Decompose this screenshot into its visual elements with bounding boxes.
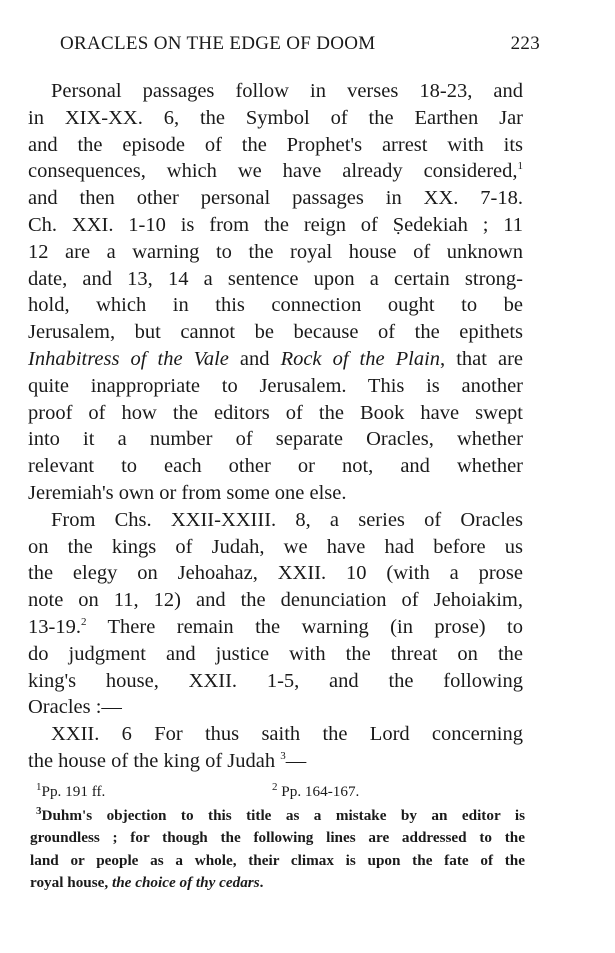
text-span: , that are: [440, 347, 524, 370]
text-span: —: [285, 749, 307, 772]
footnote-mark: 1: [36, 780, 42, 793]
footnote-text: royal house,: [30, 873, 112, 891]
footnote-ref: 2: [80, 616, 87, 629]
text-line: relevant to each other or not, and whether: [28, 455, 523, 478]
text-line: hold, which in this connection ought to be: [28, 294, 523, 317]
text-line: the elegy on Jehoahaz, XXII. 10 (with a prose: [28, 562, 523, 585]
text-line: do judgment and justice with the threat on the: [28, 642, 523, 665]
page-number: 223: [510, 33, 540, 54]
text-line: and the episode of the Prophet's arrest with its: [28, 133, 523, 156]
text-line: [28, 614, 523, 641]
text-span: the house of the king of Judah: [28, 749, 276, 772]
text-line: Jeremiah's own or from some one else.: [28, 481, 347, 504]
body-text: [28, 78, 523, 775]
text-line: on the kings of Judah, we have had before us: [28, 535, 523, 558]
italic-epithet: Rock of the Plain: [280, 347, 441, 370]
text-line: quite inappropriate to Jerusalem. This is another: [28, 374, 523, 397]
text-line: [28, 158, 523, 185]
text-line: Personal passages follow in verses 18-23, and: [51, 80, 523, 102]
italic-epithet: Inhabitress of the Vale: [28, 347, 229, 370]
footnote-line: [30, 872, 525, 894]
text-line: Jerusalem, but cannot be because of the epithets: [28, 321, 523, 344]
running-header: [60, 33, 540, 55]
footnotes-short: [36, 780, 516, 801]
footnote-1: [36, 780, 106, 800]
text-span: 13-19.: [28, 615, 81, 638]
footnote-line: groundless ; for though the following lines are addressed to the: [30, 829, 525, 847]
text-line: 12 are a warning to the royal house of unknown: [28, 240, 523, 263]
text-line: proof of how the editors of the Book have swept: [28, 401, 523, 424]
text-line: king's house, XXII. 1-5, and the following: [28, 669, 523, 692]
footnote-3: [30, 805, 525, 894]
footnote-mark: 2: [272, 780, 278, 793]
footnote-text: Pp. 191 ff.: [41, 783, 106, 800]
text-span: and: [228, 347, 281, 370]
text-span: There remain the warning (in prose) to: [86, 615, 523, 638]
footnote-line: land or people as a whole, their climax is upon the fate of the: [30, 851, 525, 869]
footnote-mark: 3: [36, 804, 42, 817]
text-span: consequences, which we have already considered,: [28, 160, 518, 183]
text-line: Oracles :—: [28, 696, 122, 719]
text-line: into it a number of separate Oracles, whether: [28, 428, 523, 451]
text-line: in XIX-XX. 6, the Symbol of the Earthen Jar: [28, 106, 523, 129]
footnote-text: Duhm's objection to this title as a mistake by an editor is: [41, 807, 525, 824]
footnote-2: [272, 780, 360, 801]
text-line: [28, 346, 523, 373]
italic-quote: the choice of thy cedars: [112, 873, 260, 891]
text-line: date, and 13, 14 a sentence upon a certain strong-: [28, 267, 523, 290]
footnote-ref: 1: [517, 160, 523, 173]
text-line: [28, 748, 523, 775]
text-line: note on 11, 12) and the denunciation of Jehoiakim,: [28, 589, 523, 612]
text-line: From Chs. XXII-XXIII. 8, a series of Oracles: [51, 508, 523, 531]
text-line: and then other personal passages in XX. 7-18.: [28, 187, 523, 210]
footnote-text: Pp. 164-167.: [281, 783, 360, 800]
running-title: ORACLES ON THE EDGE OF DOOM: [60, 33, 376, 54]
text-line: XXII. 6 For thus saith the Lord concerning: [51, 723, 523, 746]
text-line: Ch. XXI. 1-10 is from the reign of Ṣedekiah ; 11: [28, 213, 523, 236]
footnote-text: .: [259, 873, 264, 891]
footnote-ref: 3: [280, 750, 286, 763]
footnote-line: [30, 805, 525, 827]
